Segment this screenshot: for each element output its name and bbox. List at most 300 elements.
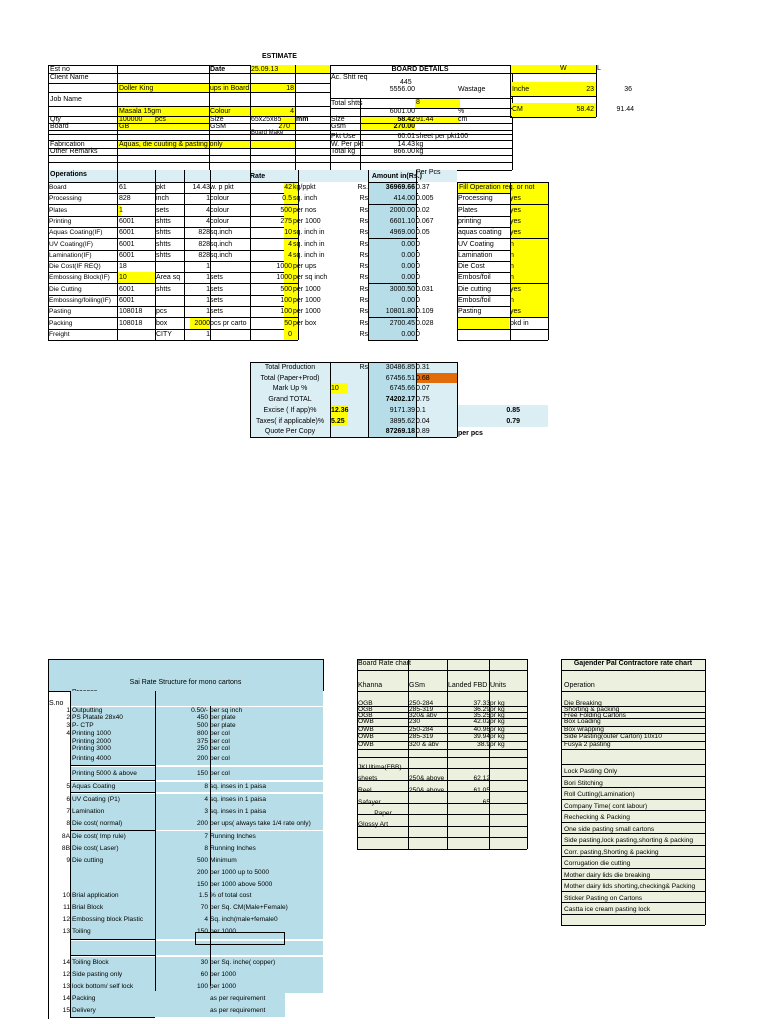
- est-no-label: Est no: [50, 66, 70, 73]
- board-chart-cell: OGB: [358, 700, 373, 707]
- op-row-rate: 1000: [276, 263, 292, 270]
- client-name-value: Doller King: [119, 85, 154, 92]
- sai-row-rate: 375: [196, 738, 208, 745]
- gajender-item: Side pasting,lock pasting,shorting & packing: [564, 837, 694, 844]
- cm-label: CM: [512, 106, 523, 113]
- ups-label: ups in Board: [210, 85, 250, 92]
- grid-line: [561, 726, 705, 727]
- op-row-runit: per 1000: [293, 218, 321, 225]
- op-row-u2: colour: [210, 207, 230, 214]
- board-chart-header: GSm: [409, 682, 425, 689]
- op-row-fill-value: [510, 182, 548, 193]
- total-row-amount: 30486.85: [385, 364, 415, 371]
- op-row-u2: pcs pr carto: [210, 320, 247, 327]
- sai-row-process: Die cost( Laser): [72, 845, 119, 852]
- sai-row-unit: sq. inses in 1 paisa: [210, 796, 267, 803]
- board-chart-cell: 65: [482, 799, 490, 806]
- grid-line: [357, 691, 527, 692]
- op-row-rs: Rs: [359, 297, 368, 304]
- sai-row-process: Packing: [72, 995, 96, 1002]
- op-row-runit: sq. inch in: [293, 241, 325, 248]
- gsm2-label: Gsm: [331, 123, 346, 130]
- grid-line: [48, 182, 298, 183]
- grid-line: [561, 706, 705, 707]
- sai-row-process: lock bottom/ self lock: [72, 983, 134, 990]
- op-row-qty: 6001: [119, 218, 135, 225]
- board-chart-cell: Glossy Art: [358, 821, 389, 828]
- op-row-runit: sq. inch in: [293, 229, 325, 236]
- grid-line: [117, 65, 118, 170]
- grid-line: [330, 130, 512, 131]
- op-row-q2: 828: [198, 241, 210, 248]
- op-row-fill-value: n: [510, 263, 514, 270]
- grid-line: [368, 170, 369, 340]
- op-row-q2: 1: [206, 195, 210, 202]
- op-row-fill-name: Processing: [458, 195, 493, 202]
- grid-line: [357, 659, 527, 660]
- wastage-label: Wastage: [458, 86, 486, 93]
- board-chart-cell: [448, 749, 490, 756]
- grid-line: [357, 780, 527, 781]
- sai-row-unit: sq. inses in 1 paisa: [210, 783, 267, 790]
- board-chart-cell: pr kg: [490, 733, 505, 740]
- grid-line: [155, 691, 156, 991]
- total-kg-label: Total kg: [331, 148, 356, 155]
- total-row-amount: 9171.39: [389, 407, 415, 414]
- op-row-name: Lamination(IF): [49, 252, 92, 259]
- grid-line: [561, 914, 705, 915]
- board-chart-cell: 250-284: [409, 726, 434, 733]
- grid-line: [298, 170, 299, 340]
- op-row-u2: sets: [210, 286, 223, 293]
- inche-l: 36: [624, 86, 632, 93]
- size-unit: mm: [296, 116, 309, 123]
- op-row-amount: 0.00: [401, 252, 415, 259]
- op-row-rs: Rs.: [357, 184, 368, 191]
- total-row-label: Total (Paper+Prod): [260, 375, 320, 382]
- job-name-label: Job Name: [50, 96, 82, 103]
- op-row-u2: [210, 261, 250, 272]
- board-chart-cell: 40.96: [473, 726, 490, 733]
- sai-row-rate: 3: [204, 808, 208, 815]
- board-value: GB: [119, 123, 130, 130]
- op-row-fill-value: yes: [510, 229, 521, 236]
- board-chart-cell: OWB: [358, 726, 374, 733]
- op-row-u2: sq.inch: [210, 229, 233, 236]
- sai-row-process: Die cost( Imp rule): [72, 833, 126, 840]
- sai-row-unit: per col: [210, 745, 230, 752]
- sai-row-no: 4: [66, 730, 70, 737]
- sai-row-process: Printing 1000: [72, 730, 111, 737]
- gajender-item: Mother dairy lids die breaking: [564, 872, 651, 879]
- op-row-fill-value: n: [510, 252, 514, 259]
- gsm-label: GSM: [210, 123, 226, 130]
- total-row-amount: 6745.66: [389, 385, 415, 392]
- sai-row-rate: [155, 993, 208, 1005]
- sai-row-process: Outputting: [72, 707, 103, 714]
- grid-line: [510, 65, 511, 117]
- op-row-qty: 6001: [119, 286, 135, 293]
- op-row-q2: 1: [206, 297, 210, 304]
- op-row-amount: 414.00: [393, 195, 415, 202]
- gajender-item: Corr. pasting,Shorting & packing: [564, 849, 659, 856]
- sai-row-process: Side pasting only: [72, 971, 123, 978]
- total-row-label: Excise ( If app)%: [263, 407, 317, 414]
- op-row-fill-value: pkd in: [510, 320, 529, 327]
- board-chart-cell: Safayer: [358, 799, 381, 806]
- sai-row-unit: per col: [210, 738, 230, 745]
- op-row-name: Embossing/foiling(IF): [49, 297, 111, 304]
- wl-head-fill: [510, 65, 596, 73]
- ac-shtt-value: 5556.00: [389, 86, 415, 93]
- sai-row-rate: 500: [196, 857, 208, 864]
- grid-line: [357, 791, 527, 792]
- gajender-item: Roll Cutting(Lamination): [564, 791, 635, 798]
- board-chart-cell: [490, 749, 526, 756]
- sai-row-rate: 200: [196, 869, 208, 876]
- grid-line: [357, 718, 527, 719]
- board-chart-cell: pr kg: [490, 718, 505, 725]
- board-chart-cell: 250& above: [409, 775, 445, 782]
- sai-row-no: 13: [62, 928, 70, 935]
- sai-row-process: [72, 941, 157, 955]
- sai-row-no: 9: [66, 857, 70, 864]
- op-row-name: Aquas Coating(IF): [49, 229, 103, 236]
- op-row-rs: Rs: [359, 286, 368, 293]
- gajender-item: Free Folding Cartons: [564, 712, 626, 719]
- total-row-perpcs: 0.04: [416, 418, 430, 425]
- grid-line: [561, 879, 705, 880]
- ups-value: 18: [286, 85, 294, 92]
- op-row-fill-value: yes: [510, 207, 521, 214]
- sai-row-process: Aquas Coating: [72, 783, 116, 790]
- grid-line: [357, 814, 527, 815]
- op-row-name: Die Cutting: [49, 286, 82, 293]
- op-row-fill-name: [458, 329, 510, 340]
- total-row-input: [331, 362, 349, 373]
- gajender-item: Lock Pasting Only: [564, 768, 618, 775]
- sai-row-rate: 100: [196, 983, 208, 990]
- op-row-runit: kg/ppkt: [293, 184, 316, 191]
- grid-line: [330, 108, 512, 109]
- op-row-q2: 1: [206, 263, 210, 270]
- total-row-amount: 87269.18: [385, 428, 415, 435]
- sai-row-rate: 500: [196, 722, 208, 729]
- op-row-amount: 4969.00: [389, 229, 415, 236]
- per-pcs-header: Per Pcs: [416, 169, 441, 176]
- grid-line: [561, 733, 705, 734]
- op-row-fill-value: n: [510, 274, 514, 281]
- gajender-title: Gajender Pal Contractore rate chart: [573, 660, 693, 667]
- sai-row-process: Embossing block Plastic: [72, 916, 144, 923]
- op-row-fill-name: [458, 318, 510, 329]
- grid-line: [561, 799, 705, 800]
- sai-row-no: 13: [62, 983, 70, 990]
- op-row-u2: colour: [210, 218, 230, 225]
- op-row-qty: 6001: [119, 229, 135, 236]
- w-per-pkt-label: W. Per pkt: [331, 141, 364, 148]
- total-shtts-pct: 8: [416, 99, 420, 106]
- sai-row-rate: 800: [196, 730, 208, 737]
- sai-row-unit: per 1000: [210, 971, 237, 978]
- op-row-amount: 0.00: [401, 241, 415, 248]
- grid-line: [70, 1017, 155, 1018]
- sai-head-fill-3: [210, 691, 323, 706]
- sai-row-process: [72, 867, 157, 879]
- op-row-unit: sets: [156, 207, 169, 214]
- op-row-perpcs: 0.031: [416, 286, 434, 293]
- op-row-rs: Rs: [359, 274, 368, 281]
- op-row-fill-name: Lamination: [458, 252, 493, 259]
- op-row-rate: 500: [280, 207, 292, 214]
- gajender-op-label: Operation: [564, 682, 595, 689]
- gajender-item: Sticker Pasting on Cartons: [564, 895, 643, 902]
- op-row-perpcs: 0.028: [416, 320, 434, 327]
- total-row-rs: [348, 394, 368, 405]
- op-row-rs: Rs: [359, 320, 368, 327]
- op-row-q2: 1: [206, 286, 210, 293]
- op-row-fill-name: aquas coating: [458, 229, 502, 236]
- sai-row-rate: 150: [196, 881, 208, 888]
- sai-row-process: Toiling Block: [72, 959, 109, 966]
- op-row-fill-name: [458, 182, 510, 193]
- gajender-item: Castta ice cream pasting lock: [564, 906, 651, 913]
- grid-line: [510, 182, 511, 340]
- sai-row-unit: per Sq. CM(Male+Female): [210, 904, 288, 911]
- grid-line: [184, 170, 185, 340]
- sai-row-unit: per col: [210, 755, 230, 762]
- op-row-runit: per 1000: [293, 308, 321, 315]
- sai-row-no: [48, 867, 70, 879]
- grid-line: [70, 792, 155, 793]
- op-row-qty: 18: [119, 263, 127, 270]
- op-row-u2: [210, 329, 250, 340]
- total-row-rs: [348, 405, 368, 416]
- grid-line: [70, 780, 155, 781]
- size2-b: 91.44: [416, 116, 434, 123]
- grid-line: [561, 749, 705, 750]
- sai-row-no: 10: [62, 892, 70, 899]
- op-row-name: Packing: [49, 320, 73, 327]
- gajender-item: Shorting & packing: [564, 706, 620, 713]
- op-row-runit: per 1000: [293, 297, 321, 304]
- total-shtts-label: Total shtts: [331, 100, 363, 107]
- total-row-label: Grand TOTAL: [268, 396, 312, 403]
- sai-head-fill: [70, 691, 155, 706]
- op-row-fill-value: yes: [510, 286, 521, 293]
- op-row-unit: pcs: [156, 308, 167, 315]
- op-row-perpcs: 0: [416, 297, 420, 304]
- op-row-qty: 108018: [119, 320, 143, 327]
- op-row-name: UV Coating(IF): [49, 241, 93, 248]
- board-chart-cell: 37.33: [473, 700, 490, 707]
- sai-row-unit: as per requirement: [210, 995, 266, 1002]
- grid-line: [489, 659, 490, 849]
- op-row-fill-value: yes: [510, 195, 521, 202]
- ac-shtt-label: Ac. Shtt req: [331, 74, 368, 81]
- sai-row-no: 5: [66, 783, 70, 790]
- op-row-q2: 2000: [194, 320, 210, 327]
- op-row-u2: sets: [210, 274, 223, 281]
- grid-line: [457, 340, 548, 341]
- op-row-u2: sq.inch: [210, 241, 233, 248]
- grid-line: [561, 845, 705, 846]
- board-chart-cell: 285-319: [409, 733, 434, 740]
- board-chart-cell: OGB: [358, 706, 373, 713]
- op-row-runit: sq. inch in: [293, 252, 325, 259]
- grid-line: [561, 718, 705, 719]
- board-chart-cell: 320& abv: [409, 712, 437, 719]
- size2-label: Size: [331, 116, 345, 123]
- w-per-pkt-value: 14.43: [397, 141, 415, 148]
- grid-line: [561, 670, 705, 671]
- sai-col-sno: S.no: [49, 700, 64, 707]
- grid-line: [48, 162, 330, 163]
- grid-line: [561, 712, 705, 713]
- op-row-rs: Rs: [359, 195, 368, 202]
- op-row-rate: 100: [280, 308, 292, 315]
- op-row-q2: 1: [206, 331, 210, 338]
- grid-line: [48, 170, 49, 340]
- grid-line: [457, 362, 458, 437]
- total-row-rs: Rs: [359, 364, 368, 371]
- board-chart-cell: pr kg: [490, 700, 505, 707]
- other-remarks-label: Other Remarks: [50, 148, 98, 155]
- op-row-fill-name: Embos/foil: [458, 297, 491, 304]
- sai-row-rate: 1.5: [198, 892, 208, 899]
- pct-sign: %: [458, 108, 465, 115]
- op-row-amount: 6601.10: [389, 218, 415, 225]
- total-row-label: Total Production: [264, 364, 316, 371]
- board-chart-cell: JKUltima(FBB): [358, 764, 402, 771]
- sai-row-unit: per 1000 above 5000: [210, 881, 273, 888]
- grid-line: [360, 98, 361, 170]
- op-row-u2: sq.inch: [210, 252, 233, 259]
- size-value: 65x25x85: [251, 116, 282, 123]
- op-row-rs: Rs: [359, 218, 368, 225]
- op-row-unit: box: [156, 320, 168, 327]
- op-row-rate: 0.5: [282, 195, 292, 202]
- grid-line: [330, 162, 512, 163]
- op-row-q2: 828: [198, 229, 210, 236]
- total-kg-value: 866.00: [393, 148, 415, 155]
- op-row-perpcs: 0.109: [416, 308, 434, 315]
- board-chart-cell: 230: [409, 718, 421, 725]
- op-row-unit: inch: [156, 195, 169, 202]
- l-label: L: [597, 65, 601, 72]
- op-row-rs: Rs: [359, 331, 368, 338]
- op-row-u2: sets: [210, 297, 223, 304]
- op-row-name: Pasting: [49, 308, 71, 315]
- op-row-name: Die Cost(IF REQ): [49, 263, 101, 270]
- side-value-1: 0.85: [506, 407, 520, 414]
- board-chart-cell: 285-319: [409, 706, 434, 713]
- sai-row-no: [48, 738, 70, 745]
- grid-line: [705, 659, 706, 925]
- op-row-runit: per 1000: [293, 286, 321, 293]
- op-row-q2: 14.43: [192, 184, 210, 191]
- op-row-fill-name: Embos/foil: [458, 274, 491, 281]
- op-row-q2: 4: [206, 207, 210, 214]
- op-row-perpcs: 0.005: [416, 195, 434, 202]
- op-row-unit: shtts: [156, 252, 171, 259]
- sai-row-rate: 200: [196, 755, 208, 762]
- grid-line: [561, 691, 705, 692]
- sai-row-process: Toiling: [72, 928, 91, 935]
- board-chart-cell: 320 & abv: [409, 741, 439, 748]
- grid-line: [510, 117, 596, 118]
- board-chart-cell: 38.9: [477, 741, 490, 748]
- sai-row-rate: 200: [196, 820, 208, 827]
- total-shtts-value: 6001.00: [389, 108, 415, 115]
- sai-row-unit: Minimum: [210, 857, 237, 864]
- estimate-title: ESTIMATE: [262, 53, 297, 60]
- sai-row-no: 7: [66, 808, 70, 815]
- side-value-2: 0.79: [506, 418, 520, 425]
- op-row-amount: 2700.45: [389, 320, 415, 327]
- sai-row-unit: per col: [210, 770, 230, 777]
- sai-row-unit: % of total cost: [210, 892, 252, 899]
- grid-line: [561, 822, 705, 823]
- grid-line: [250, 170, 251, 340]
- inche-label: Inche: [512, 86, 530, 93]
- grid-line: [323, 659, 324, 691]
- board-label: Board: [50, 123, 69, 130]
- op-row-name: Freight: [49, 331, 70, 338]
- total-row-label: Mark Up %: [272, 385, 308, 392]
- grid-line: [357, 670, 527, 671]
- total-row-label: Taxes( if applicable)%: [255, 418, 325, 425]
- sai-row-rate: 60: [200, 971, 208, 978]
- op-row-fill-name: Die Cost: [458, 263, 485, 270]
- w-label: W: [560, 65, 567, 72]
- cm-l: 91.44: [616, 106, 634, 113]
- grid-line: [48, 106, 330, 107]
- sai-row-rate: 0.50/-: [191, 707, 208, 714]
- sai-row-no: [48, 767, 70, 780]
- sai-row-no: 8A: [61, 833, 70, 840]
- grid-line: [561, 891, 705, 892]
- op-row-u2: w. p pkt: [210, 184, 234, 191]
- op-row-unit: CITY: [156, 331, 172, 338]
- board-chart-cell: sheets: [358, 775, 378, 782]
- colour-value: 4: [290, 108, 294, 115]
- op-row-amount: 3000.50: [389, 286, 415, 293]
- op-row-perpcs: 0: [416, 263, 420, 270]
- op-row-rate: 100: [280, 297, 292, 304]
- op-row-amount: 0.00: [401, 331, 415, 338]
- sai-row-rate: 8: [204, 845, 208, 852]
- op-row-rate: 42: [284, 184, 292, 191]
- grid-line: [447, 659, 448, 849]
- qty-label: Qty: [50, 116, 61, 123]
- board-chart-cell: [358, 749, 408, 756]
- op-row-u2: sets: [210, 308, 223, 315]
- sai-row-unit: per plate: [210, 714, 236, 721]
- op-row-amount: 36969.66: [385, 184, 415, 191]
- total-row-input: [331, 426, 349, 437]
- total-kg-unit: kg: [416, 148, 424, 155]
- sai-row-unit: sq. inses in 1 paisa: [210, 808, 267, 815]
- gsm-value: 270: [278, 123, 290, 130]
- sai-row-process: Printing 4000: [72, 755, 111, 762]
- op-row-runit: [293, 329, 335, 340]
- board-details-label: BOARD DETAILS: [391, 66, 449, 73]
- sai-row-process: Die cost( normal): [72, 820, 123, 827]
- grid-line: [561, 833, 705, 834]
- grid-line: [416, 170, 417, 340]
- op-row-name: Board: [49, 184, 67, 191]
